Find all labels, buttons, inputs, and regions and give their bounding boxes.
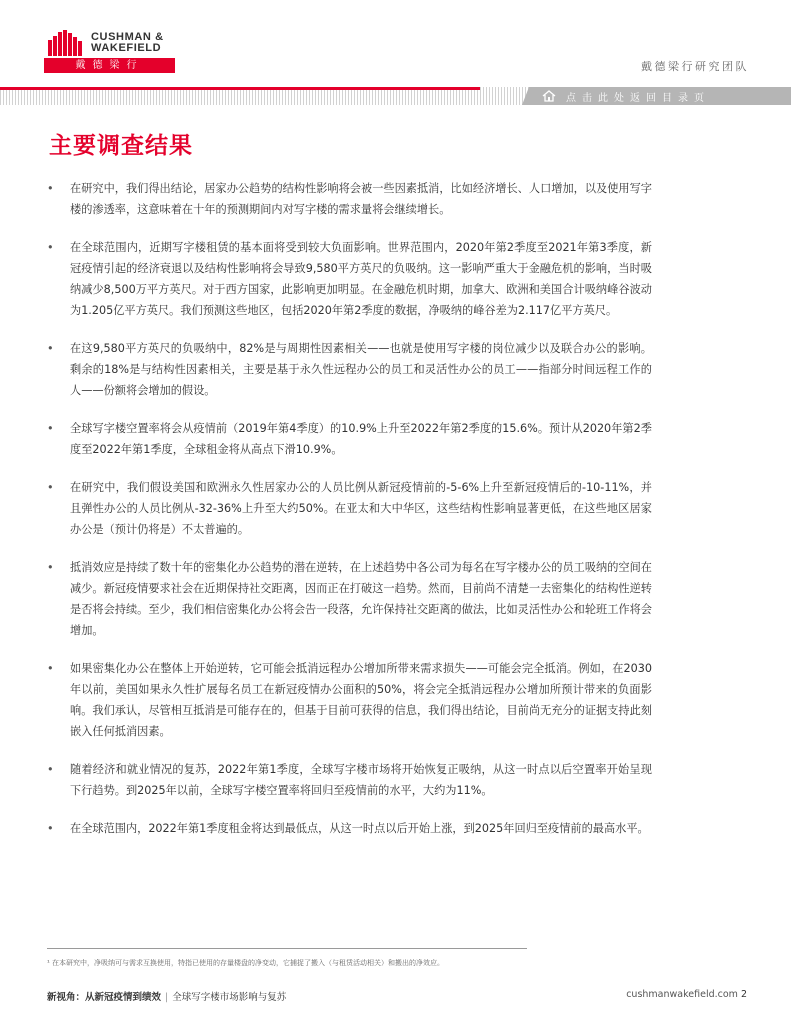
finding-item [47,759,652,801]
bullet-dot: • [47,662,54,675]
finding-text: 如果密集化办公在整体上开始逆转，它可能会抵消远程办公增加所带来需求损失——可能会完全抵消。例如，在2030年以前，美国如果永久性扩展每名员工在新冠疫情办公面积的50%，将会完全抵消远程办公增加所预计带来的负面影响。我们承认，尽管相互抵消是可能存在的，但基于目前可获得的信息，我们得出结论，目前尚无充分的证据支持此刻嵌入任何抵消因素。 [70,662,652,738]
finding-text: 全球写字楼空置率将会从疫情前（2019年第4季度）的10.9%上升至2022年第2季度的15.6%。预计从2020年第2季度至2022年第1季度，全球租金将从高点下滑10.9%。 [70,422,652,456]
building-logo-icon [48,30,84,56]
finding-item [47,237,652,321]
bullet-dot: • [47,241,54,254]
footer-subtitle: 全球写字楼市场影响与复苏 [172,992,287,1003]
footnote-divider [47,948,527,949]
company-logo [44,29,175,74]
finding-text: 随着经济和就业情况的复苏，2022年第1季度，全球写字楼市场将开始恢复正吸纳，从这一时点以后空置率开始呈现下行趋势。到2025年以前，全球写字楼空置率将回归至疫情前的水平，大约为11%。 [70,763,652,797]
bullet-dot: • [47,182,54,195]
footer-title: 新视角：从新冠疫情到绩效 [47,992,162,1003]
bullet-dot: • [47,481,54,494]
footer-separator: | [165,992,169,1003]
back-to-contents-label: 点击此处返回目录页 [566,92,710,104]
back-to-contents-link[interactable] [542,87,710,105]
finding-item [47,818,652,839]
bullet-dot: • [47,822,54,835]
footer-right [626,989,747,1000]
bullet-dot: • [47,422,54,435]
finding-item [47,557,652,641]
logo-chinese: 戴德梁行 [44,58,175,73]
finding-item [47,418,652,460]
bullet-dot: • [47,561,54,574]
finding-item [47,658,652,742]
finding-text: 在研究中，我们得出结论，居家办公趋势的结构性影响将会被一些因素抵消，比如经济增长、人口增加，以及使用写字楼的渗透率，这意味着在十年的预测期间内对写字楼的需求量将会继续增长。 [70,182,652,216]
page-title: 主要调查结果 [49,133,193,159]
page-number: 2 [740,989,747,1000]
logo-text: CUSHMAN & WAKEFIELD [91,31,164,54]
bullet-dot: • [47,342,54,355]
bullet-dot: • [47,763,54,776]
findings-list [47,178,652,856]
finding-text: 在全球范围内，2022年第1季度租金将达到最低点，从这一时点以后开始上涨，到2025年回归至疫情前的最高水平。 [70,822,649,835]
finding-text: 在研究中，我们假设美国和欧洲永久性居家办公的人员比例从新冠疫情前的-5-6%上升至新冠疫情后的-10-11%，并且弹性办公的人员比例从-32-36%上升至大约50%。在亚太和大中华区，这些结构性影响显著更低，在这些地区居家办公是（预计仍将是）不太普遍的。 [70,481,652,536]
footer-report-title [47,989,286,1003]
website-link[interactable]: cushmanwakefield.com [626,989,738,1000]
finding-text: 在全球范围内，近期写字楼租赁的基本面将受到较大负面影响。世界范围内，2020年第2季度至2021年第3季度，新冠疫情引起的经济衰退以及结构性影响将会导致9,580平方英尺的负吸纳。这一影响严重大于金融危机的影响，当时吸纳减少8,500万平方英尺。对于西方国家，此影响更加明显。在金融危机时期，加拿大、欧洲和美国合计吸纳峰谷波动为1.205亿平方英尺。我们预测这些地区，包括2020年第2季度的数据，净吸纳的峰谷差为2.117亿平方英尺。 [70,241,652,317]
finding-text: 抵消效应是持续了数十年的密集化办公趋势的潜在逆转，在上述趋势中各公司为每名在写字楼办公的员工吸纳的空间在减少。新冠疫情要求社会在近期保持社交距离，因而正在打破这一趋势。然而，目前尚不清楚一去密集化的结构性逆转是否将会持续。至少，我们相信密集化办公将会告一段落，允许保持社交距离的做法，比如灵活性办公和轮班工作将会增加。 [70,561,652,637]
finding-text: 在这9,580平方英尺的负吸纳中，82%是与周期性因素相关——也就是使用写字楼的岗位减少以及联合办公的影响。剩余的18%是与结构性因素相关，主要是基于永久性远程办公的员工和灵活性办公的员工——指部分时间远程工作的人——份额将会增加的假设。 [70,342,652,397]
finding-item [47,477,652,540]
home-icon [542,90,556,102]
band-accent-line [0,87,480,90]
footnote: ¹ 在本研究中，净吸纳可与需求互换使用，特指已使用的存量楼盘的净变动，它捕捉了搬入（与租赁活动相关）和搬出的净效应。 [47,959,445,967]
finding-item [47,338,652,401]
team-label: 戴德梁行研究团队 [641,60,749,73]
finding-item [47,178,652,220]
